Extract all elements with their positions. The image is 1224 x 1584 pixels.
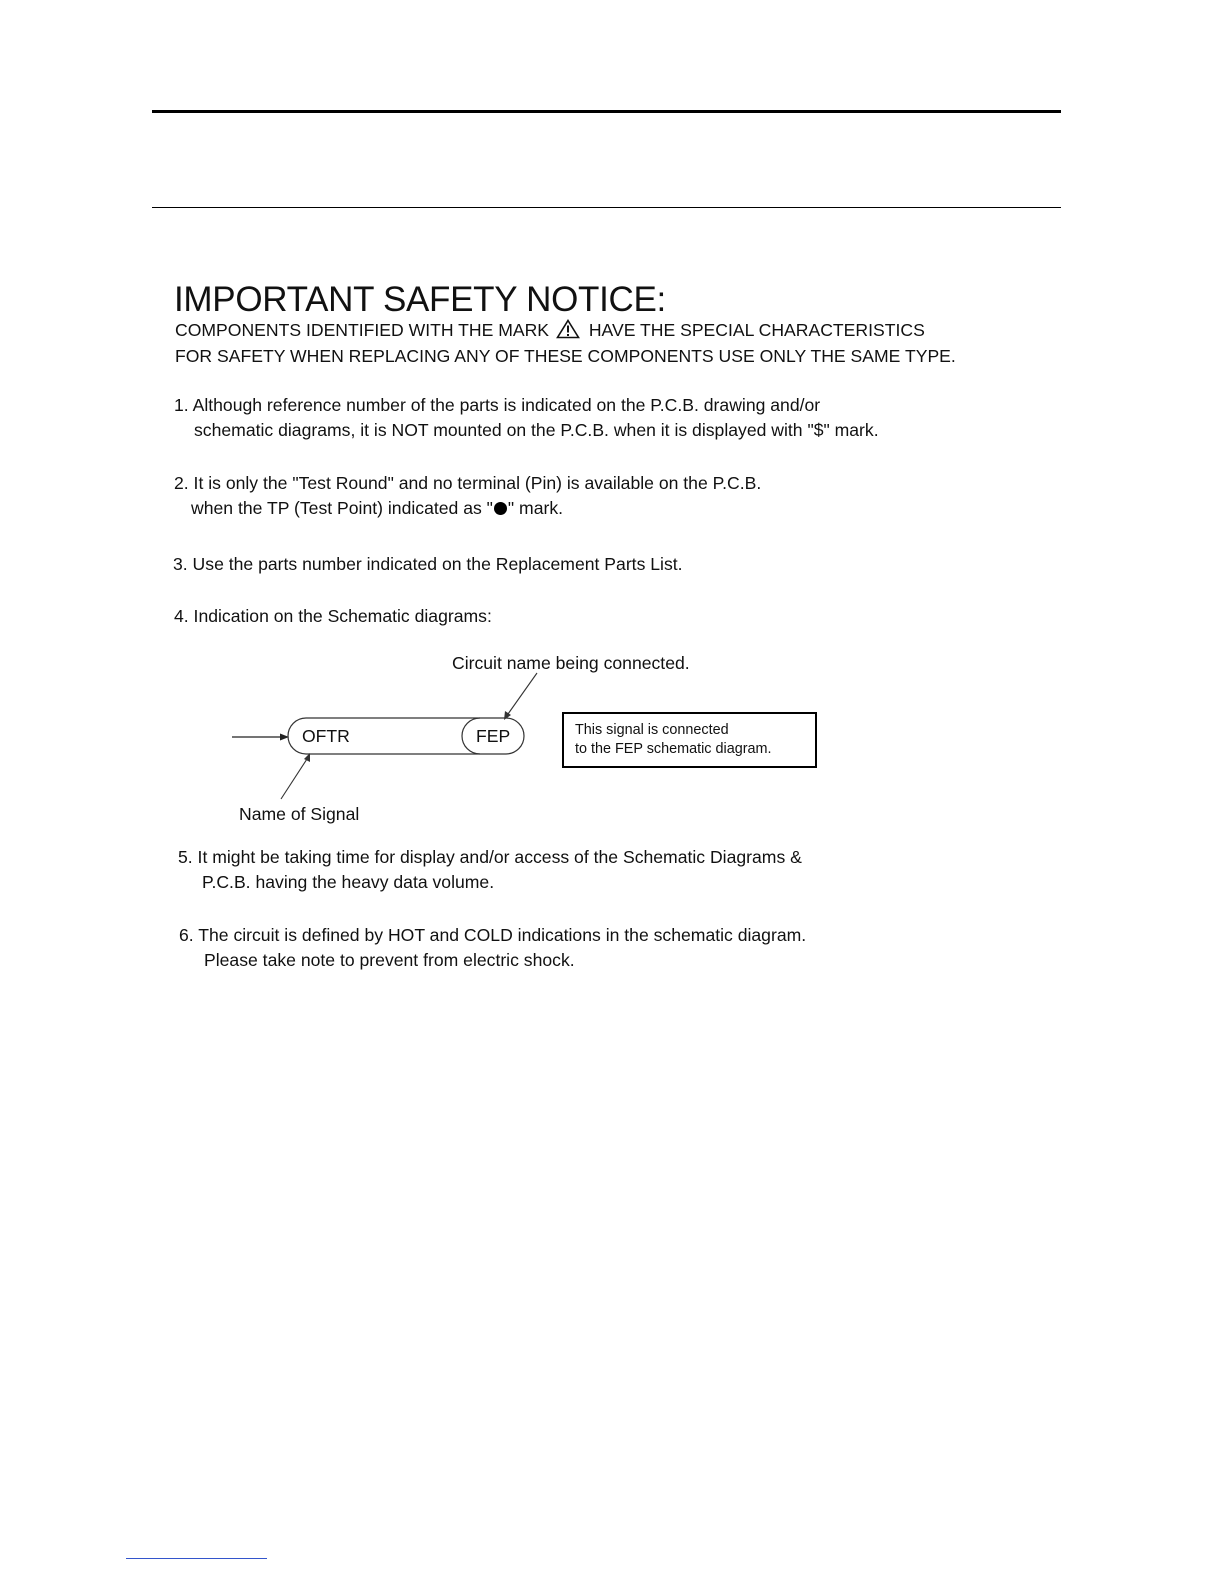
warning-triangle-icon — [556, 319, 580, 344]
header-rule-bottom — [152, 207, 1061, 208]
signal-box-line-1: This signal is connected — [575, 722, 729, 738]
circuit-leader-line — [508, 673, 537, 714]
circuit-name-caption: Circuit name being connected. — [452, 653, 690, 673]
item-2-line-2 — [191, 497, 563, 519]
arrow-head-icon — [280, 734, 289, 741]
item-2-line-2-end: " mark. — [507, 498, 564, 518]
item-5-line-1: 5. It might be taking time for display and/or access of the Schematic Diagrams & — [178, 847, 802, 867]
filled-dot-icon — [494, 502, 507, 515]
footer-link-underline — [126, 1558, 267, 1559]
signal-leader-line — [281, 759, 307, 799]
safety-notice-line-1-end: HAVE THE SPECIAL CHARACTERISTICS — [588, 320, 925, 340]
signal-leader-arrowhead — [304, 753, 310, 762]
name-of-signal-caption: Name of Signal — [239, 804, 360, 824]
signal-name-label: OFTR — [302, 726, 350, 746]
item-6-line-1: 6. The circuit is defined by HOT and COLD indications in the schematic diagram. — [179, 925, 807, 945]
item-3: 3. Use the parts number indicated on the Replacement Parts List. — [173, 554, 683, 574]
item-1-line-1: 1. Although reference number of the parts is indicated on the P.C.B. drawing and/or — [174, 395, 821, 415]
signal-box-line-2: to the FEP schematic diagram. — [575, 741, 772, 757]
item-1-line-2: schematic diagrams, it is NOT mounted on the P.C.B. when it is displayed with "$" mark. — [194, 420, 879, 440]
safety-notice-title: IMPORTANT SAFETY NOTICE: — [174, 280, 666, 319]
item-5-line-2: P.C.B. having the heavy data volume. — [202, 872, 495, 892]
item-6-line-2: Please take note to prevent from electric shock. — [204, 950, 575, 970]
circuit-leader-arrowhead — [504, 711, 511, 720]
signal-description-box — [562, 712, 817, 768]
item-2-line-2-start: when the TP (Test Point) indicated as " — [191, 498, 493, 518]
item-4: 4. Indication on the Schematic diagrams: — [174, 606, 492, 626]
safety-notice-line-2: FOR SAFETY WHEN REPLACING ANY OF THESE COMPONENTS USE ONLY THE SAME TYPE. — [175, 346, 956, 366]
safety-notice-line-1-start: COMPONENTS IDENTIFIED WITH THE MARK — [175, 320, 550, 340]
circuit-name-label: FEP — [476, 726, 511, 746]
header-rule-top — [152, 110, 1061, 113]
safety-notice-line-1 — [175, 319, 925, 344]
item-2-line-1: 2. It is only the "Test Round" and no terminal (Pin) is available on the P.C.B. — [174, 473, 762, 493]
